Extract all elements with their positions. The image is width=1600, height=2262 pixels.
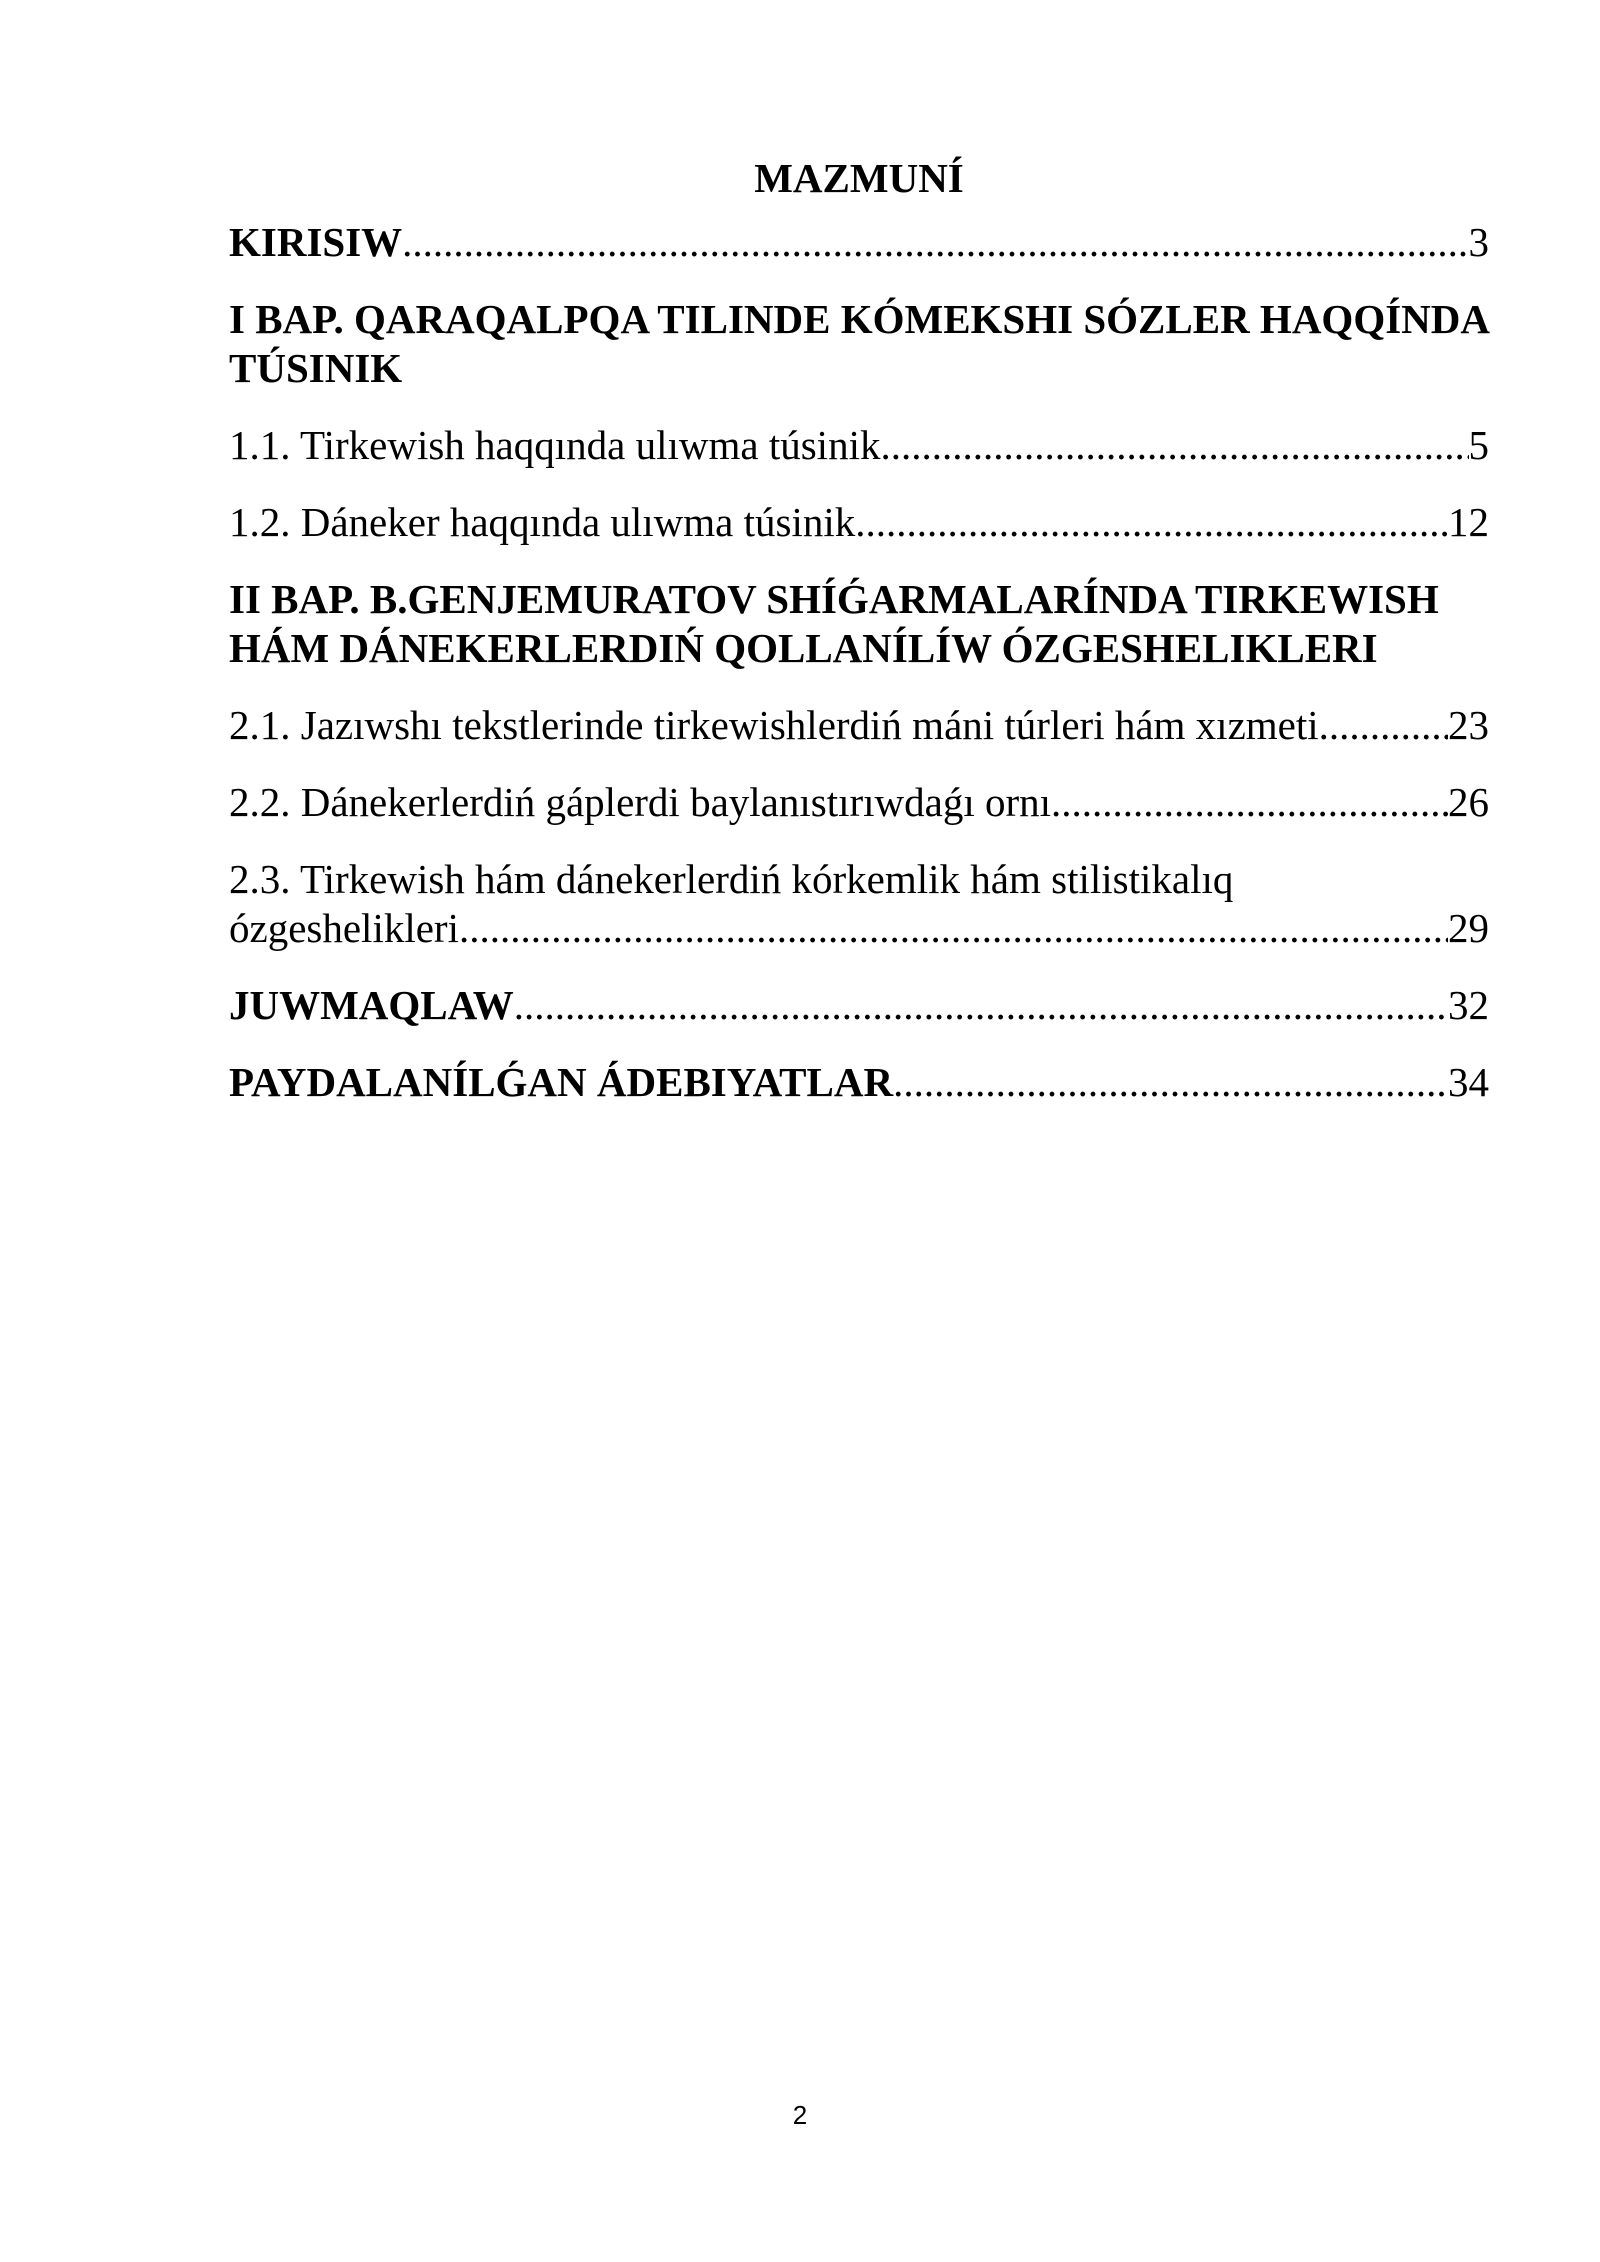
toc-entry-2-1[interactable]	[229, 701, 1489, 750]
toc-entry-page: 32	[1448, 982, 1489, 1028]
toc-entry-label: KIRISIW	[229, 219, 403, 265]
toc-entry-label: JUWMAQLAW	[229, 982, 514, 1028]
toc-entry-page: 12	[1448, 499, 1489, 545]
toc-entry-references[interactable]	[229, 1058, 1489, 1107]
toc-entry-label: 1.2. Dáneker haqqında ulıwma túsinik	[229, 499, 856, 545]
toc-leader-dots	[402, 218, 1468, 267]
toc-leader-dots	[893, 1058, 1448, 1107]
toc-entry-page: 23	[1448, 702, 1489, 748]
toc-leader-dots	[514, 981, 1448, 1030]
toc-entry-1-2[interactable]	[229, 498, 1489, 547]
toc-entry-page: 34	[1448, 1059, 1489, 1105]
toc-entry-label: 1.1. Tirkewish haqqında ulıwma túsinik	[229, 422, 881, 468]
toc-entry-label-line2-row	[229, 904, 1489, 953]
toc-leader-dots	[1319, 701, 1448, 750]
toc-leader-dots	[855, 498, 1448, 547]
toc-leader-dots	[880, 421, 1468, 470]
toc-entry-label: 2.2. Dánekerlerdiń gáplerdi baylanıstırıwdaǵı ornı	[229, 779, 1052, 825]
toc-entry-page: 3	[1468, 219, 1489, 265]
toc-entry-label-line1: 2.3. Tirkewish hám dánekerlerdiń kórkemlik hám stilistikalıq	[229, 856, 1234, 902]
toc-entry-1-1[interactable]	[229, 421, 1489, 470]
toc-leader-dots	[1051, 778, 1448, 827]
toc-entry-conclusion[interactable]	[229, 981, 1489, 1030]
toc-title: MAZMUNÍ	[754, 155, 964, 201]
table-of-contents	[229, 148, 1489, 1107]
toc-entry-2-2[interactable]	[229, 778, 1489, 827]
page-number: 2	[792, 2100, 808, 2130]
toc-entry-label: PAYDALANÍLǴAN ÁDEBIYATLAR	[229, 1059, 894, 1105]
toc-entry-2-3[interactable]	[229, 855, 1489, 953]
toc-entry-page: 5	[1468, 422, 1489, 468]
toc-entry-label: 2.1. Jazıwshı tekstlerinde tirkewishlerdiń máni túrleri hám xızmeti	[229, 702, 1319, 748]
toc-chapter-1[interactable]: I BAP. QARAQALPQA TILINDE KÓMEKSHI SÓZLER HAQQÍNDA TÚSINIK	[229, 296, 1488, 391]
toc-leader-dots	[459, 904, 1448, 953]
toc-entry-page: 26	[1448, 779, 1489, 825]
toc-chapter-2[interactable]: II BAP. B.GENJEMURATOV SHÍǴARMALARÍNDA TIRKEWISH HÁM DÁNEKERLERDIŃ QOLLANÍLÍW ÓZGESHELIKLERI	[229, 576, 1439, 671]
toc-entry-intro[interactable]	[229, 218, 1489, 267]
toc-entry-page: 29	[1448, 905, 1489, 951]
toc-entry-label-line2: ózgeshelikleri	[229, 905, 459, 951]
